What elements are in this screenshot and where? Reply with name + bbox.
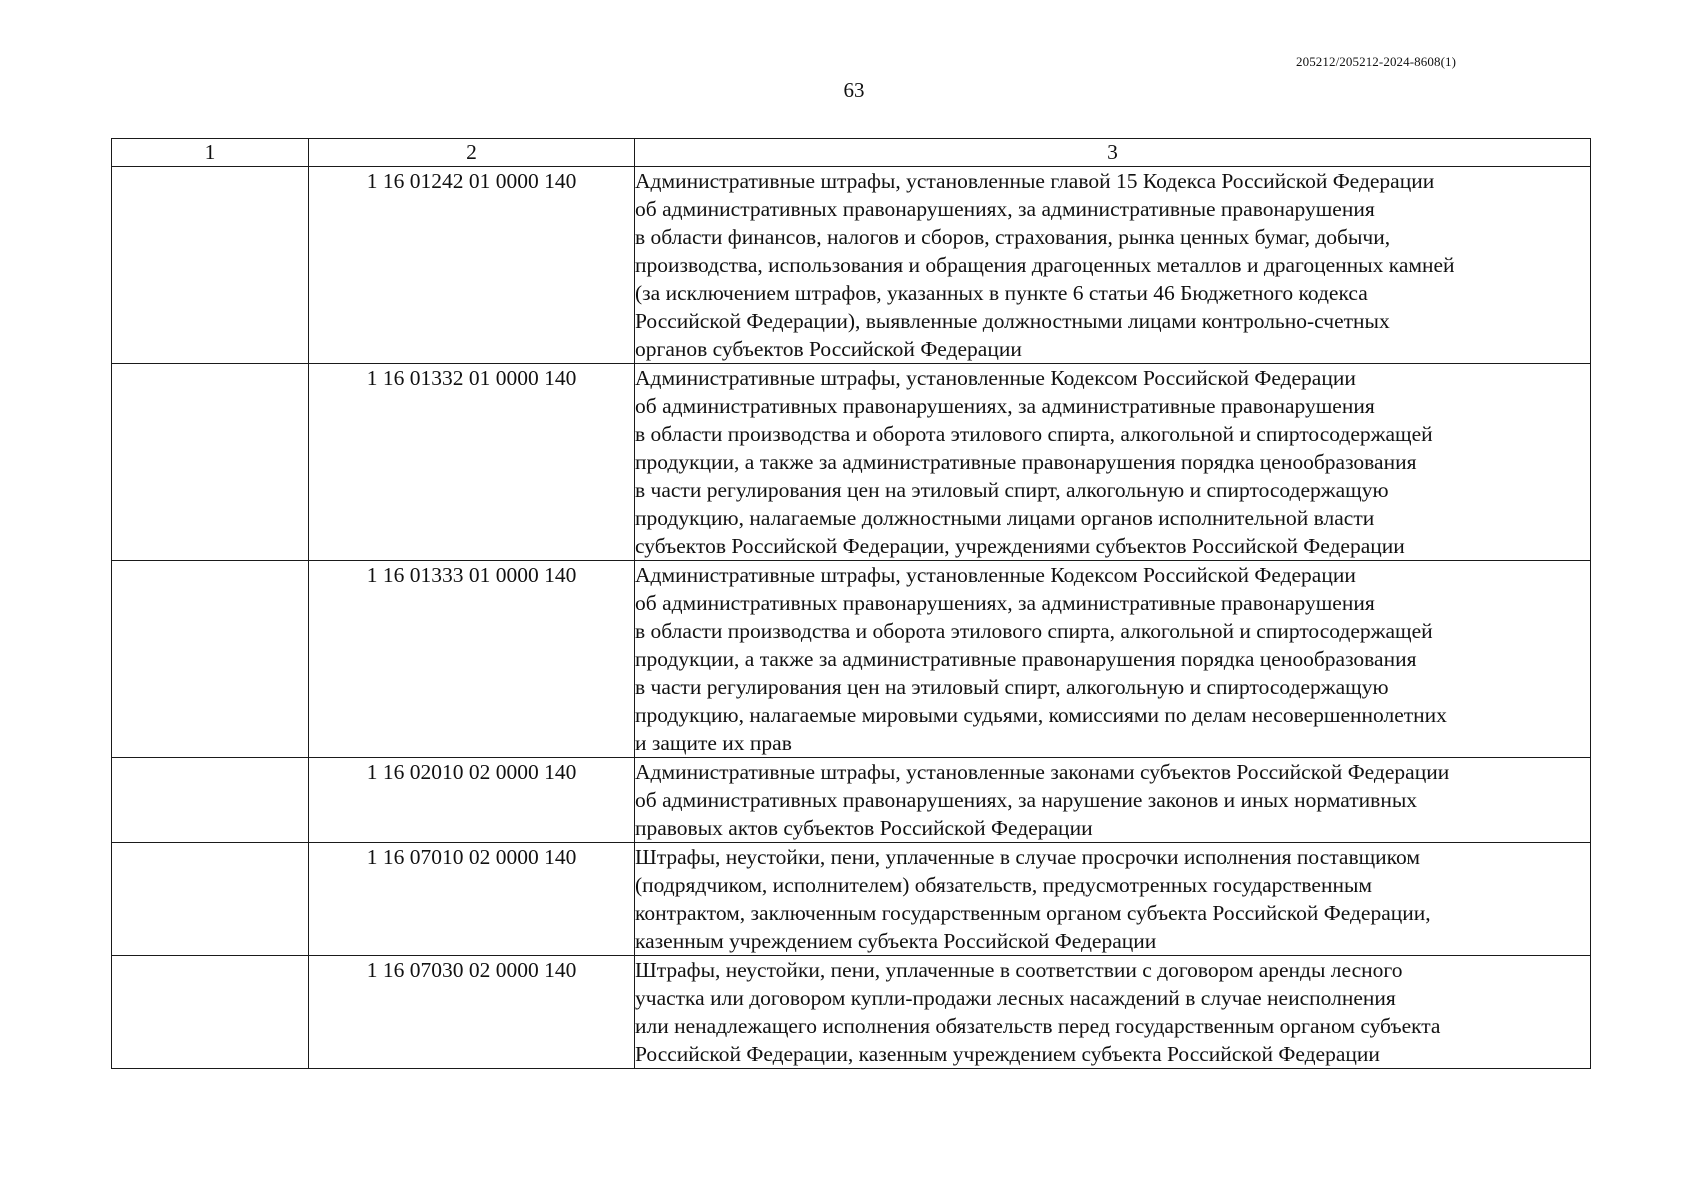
description-line: или ненадлежащего исполнения обязательств перед государственным органом субъекта: [635, 1014, 1441, 1038]
description-line: продукции, а также за административные правонарушения порядка ценообразования: [635, 450, 1417, 474]
page-number: 63: [843, 78, 865, 102]
revenue-code-cell: 1 16 02010 02 0000 140: [309, 758, 635, 843]
description-line: (за исключением штрафов, указанных в пункте 6 статьи 46 Бюджетного кодекса: [635, 281, 1368, 305]
description-line: (подрядчиком, исполнителем) обязательств, предусмотренных государственным: [635, 873, 1373, 897]
description-line: Административные штрафы, установленные Кодексом Российской Федерации: [635, 563, 1356, 587]
table-body: [112, 167, 1591, 1069]
revenue-code-cell: 1 16 01333 01 0000 140: [309, 561, 635, 758]
description-cell: [635, 364, 1591, 561]
revenue-code-cell: 1 16 01332 01 0000 140: [309, 364, 635, 561]
description-line: продукцию, налагаемые мировыми судьями, комиссиями по делам несовершеннолетних: [635, 703, 1447, 727]
description-line: об административных правонарушениях, за нарушение законов и иных нормативных: [635, 788, 1418, 812]
description-line: об административных правонарушениях, за административные правонарушения: [635, 394, 1375, 418]
description-line: производства, использования и обращения драгоценных металлов и драгоценных камней: [635, 253, 1455, 277]
description-line: в части регулирования цен на этиловый спирт, алкогольную и спиртосодержащую: [635, 478, 1389, 502]
description-line: Штрафы, неустойки, пени, уплаченные в соответствии с договором аренды лесного: [635, 958, 1403, 982]
description-line: продукции, а также за административные правонарушения порядка ценообразования: [635, 647, 1417, 671]
column-header-2: 2: [309, 139, 635, 167]
description-cell: [635, 167, 1591, 364]
description-line: об административных правонарушениях, за административные правонарушения: [635, 197, 1375, 221]
description-line: органов субъектов Российской Федерации: [635, 337, 1022, 361]
table-row: [112, 167, 1591, 364]
description-line: в области производства и оборота этилового спирта, алкогольной и спиртосодержащей: [635, 619, 1433, 643]
table-row: [112, 843, 1591, 956]
cell-column-1: [112, 758, 309, 843]
cell-column-1: [112, 843, 309, 956]
document-id: 205212/205212-2024-8608(1): [1296, 54, 1457, 69]
description-line: в области финансов, налогов и сборов, страхования, рынка ценных бумаг, добычи,: [635, 225, 1391, 249]
description-line: субъектов Российской Федерации, учреждениями субъектов Российской Федерации: [635, 534, 1405, 558]
description-line: казенным учреждением субъекта Российской Федерации: [635, 929, 1157, 953]
table-row: [112, 561, 1591, 758]
revenue-code-cell: 1 16 07010 02 0000 140: [309, 843, 635, 956]
revenue-code-cell: 1 16 07030 02 0000 140: [309, 956, 635, 1069]
cell-column-1: [112, 364, 309, 561]
description-line: Административные штрафы, установленные Кодексом Российской Федерации: [635, 366, 1356, 390]
description-line: Административные штрафы, установленные законами субъектов Российской Федерации: [635, 760, 1450, 784]
column-header-1: 1: [112, 139, 309, 167]
cell-column-1: [112, 167, 309, 364]
revenue-codes-table: [111, 138, 1591, 1069]
description-cell: [635, 956, 1591, 1069]
header-row: [112, 139, 1591, 167]
cell-column-1: [112, 956, 309, 1069]
table-row: [112, 956, 1591, 1069]
description-line: Штрафы, неустойки, пени, уплаченные в случае просрочки исполнения поставщиком: [635, 845, 1420, 869]
description-line: продукцию, налагаемые должностными лицами органов исполнительной власти: [635, 506, 1375, 530]
description-cell: [635, 843, 1591, 956]
description-line: контрактом, заключенным государственным органом субъекта Российской Федерации,: [635, 901, 1431, 925]
description-line: Российской Федерации), выявленные должностными лицами контрольно-счетных: [635, 309, 1390, 333]
description-line: Российской Федерации, казенным учреждением субъекта Российской Федерации: [635, 1042, 1380, 1066]
description-line: Административные штрафы, установленные главой 15 Кодекса Российской Федерации: [635, 169, 1435, 193]
description-line: участка или договором купли-продажи лесных насаждений в случае неисполнения: [635, 986, 1396, 1010]
table-row: [112, 364, 1591, 561]
description-cell: [635, 561, 1591, 758]
description-line: и защите их прав: [635, 731, 792, 755]
description-line: в области производства и оборота этилового спирта, алкогольной и спиртосодержащей: [635, 422, 1433, 446]
cell-column-1: [112, 561, 309, 758]
description-line: правовых актов субъектов Российской Федерации: [635, 816, 1093, 840]
table-row: [112, 758, 1591, 843]
description-cell: [635, 758, 1591, 843]
description-line: в части регулирования цен на этиловый спирт, алкогольную и спиртосодержащую: [635, 675, 1389, 699]
column-header-3: 3: [635, 139, 1591, 167]
table-header: [112, 139, 1591, 167]
revenue-code-cell: 1 16 01242 01 0000 140: [309, 167, 635, 364]
description-line: об административных правонарушениях, за административные правонарушения: [635, 591, 1375, 615]
